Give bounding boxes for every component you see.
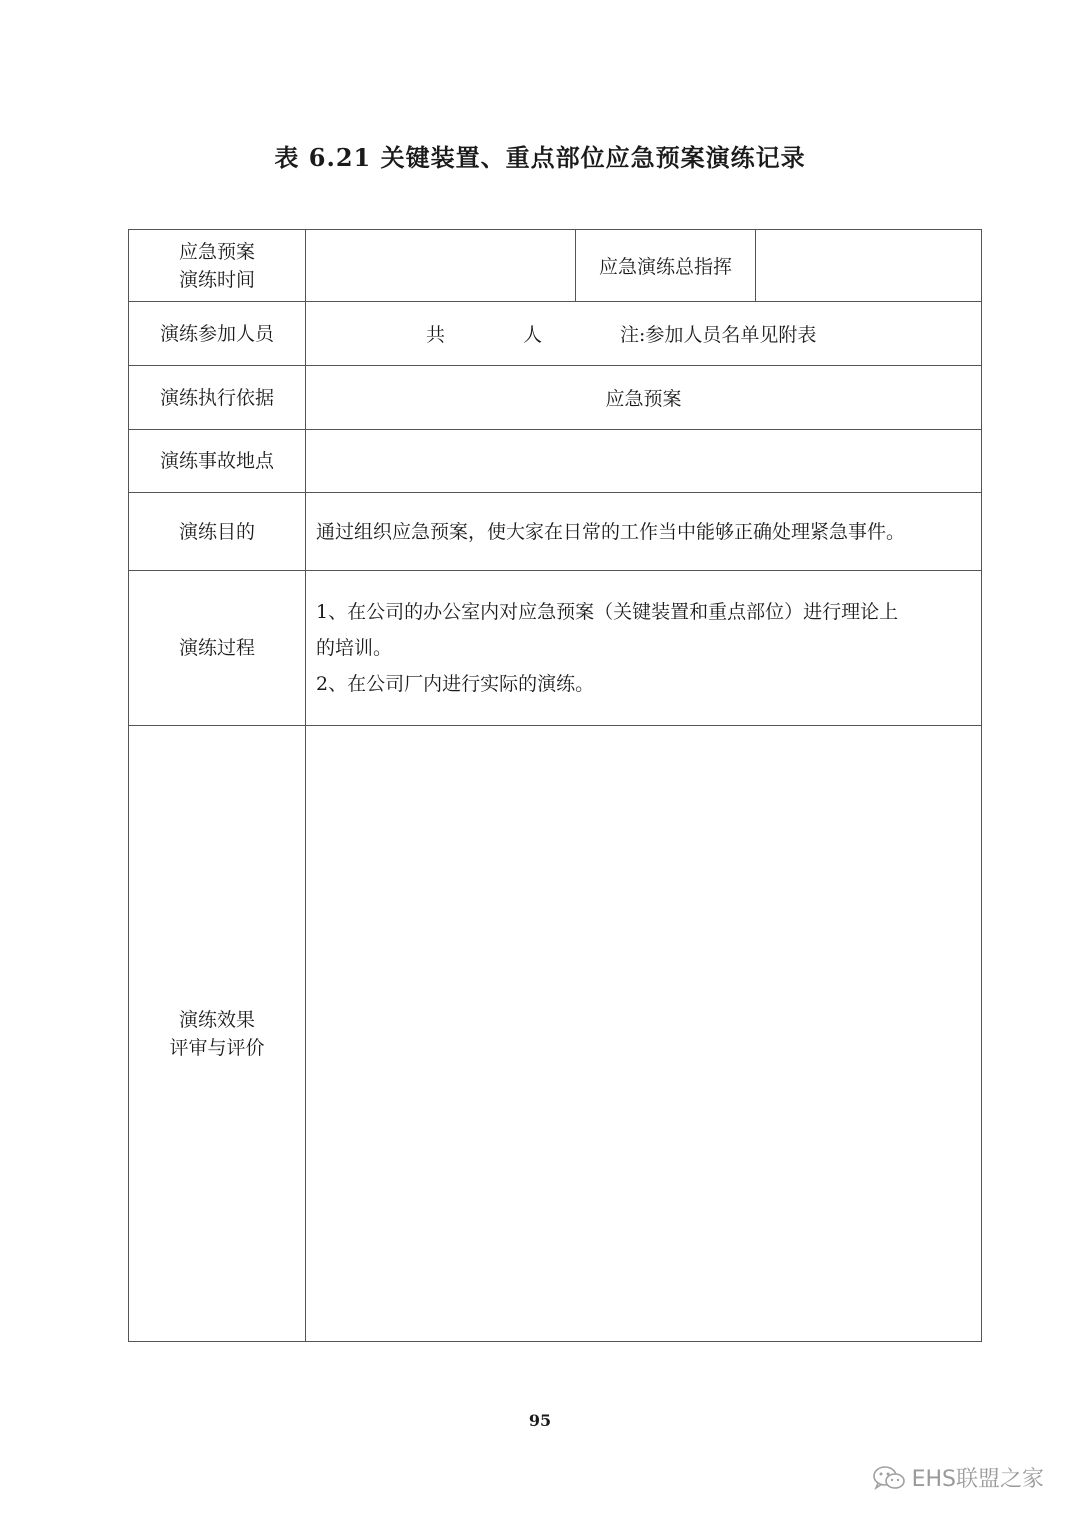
row-participants bbox=[129, 302, 982, 366]
row-purpose bbox=[129, 493, 982, 571]
wechat-icon bbox=[872, 1465, 906, 1491]
label-commander: 应急演练总指挥 bbox=[576, 230, 756, 302]
participants-unit: 人 bbox=[523, 324, 543, 346]
page-title: 表 6.21 关键装置、重点部位应急预案演练记录 bbox=[274, 143, 806, 172]
label-basis: 演练执行依据 bbox=[129, 366, 306, 430]
label-process: 演练过程 bbox=[129, 571, 306, 726]
value-purpose: 通过组织应急预案，使大家在日常的工作当中能够正确处理紧急事件。 bbox=[306, 493, 982, 571]
label-purpose: 演练目的 bbox=[129, 493, 306, 571]
row-process bbox=[129, 571, 982, 726]
value-basis: 应急预案 bbox=[306, 366, 982, 430]
participants-prefix: 共 bbox=[426, 324, 446, 346]
process-line-1: 1、在公司的办公室内对应急预案（关键装置和重点部位）进行理论上 bbox=[316, 601, 899, 623]
watermark bbox=[872, 1462, 1044, 1493]
row-evaluation bbox=[129, 726, 982, 1342]
row-basis bbox=[129, 366, 982, 430]
label-location: 演练事故地点 bbox=[129, 430, 306, 493]
label-participants: 演练参加人员 bbox=[129, 302, 306, 366]
process-line-2: 的培训。 bbox=[316, 637, 393, 659]
participants-note: 注:参加人员名单见附表 bbox=[620, 324, 817, 346]
value-commander[interactable] bbox=[756, 230, 982, 302]
row-drill-time bbox=[129, 230, 982, 302]
label-evaluation: 演练效果 评审与评价 bbox=[129, 726, 306, 1342]
watermark-text: EHS联盟之家 bbox=[911, 1467, 1044, 1492]
value-drill-time[interactable] bbox=[306, 230, 576, 302]
drill-record-table bbox=[128, 229, 982, 1342]
row-location bbox=[129, 430, 982, 493]
value-participants[interactable] bbox=[306, 302, 982, 366]
value-location[interactable] bbox=[306, 430, 982, 493]
process-line-3: 2、在公司厂内进行实际的演练。 bbox=[316, 673, 595, 695]
value-evaluation[interactable] bbox=[306, 726, 982, 1342]
page-number: 95 bbox=[528, 1411, 552, 1430]
label-drill-time: 应急预案 演练时间 bbox=[129, 230, 306, 302]
value-process bbox=[306, 571, 982, 726]
